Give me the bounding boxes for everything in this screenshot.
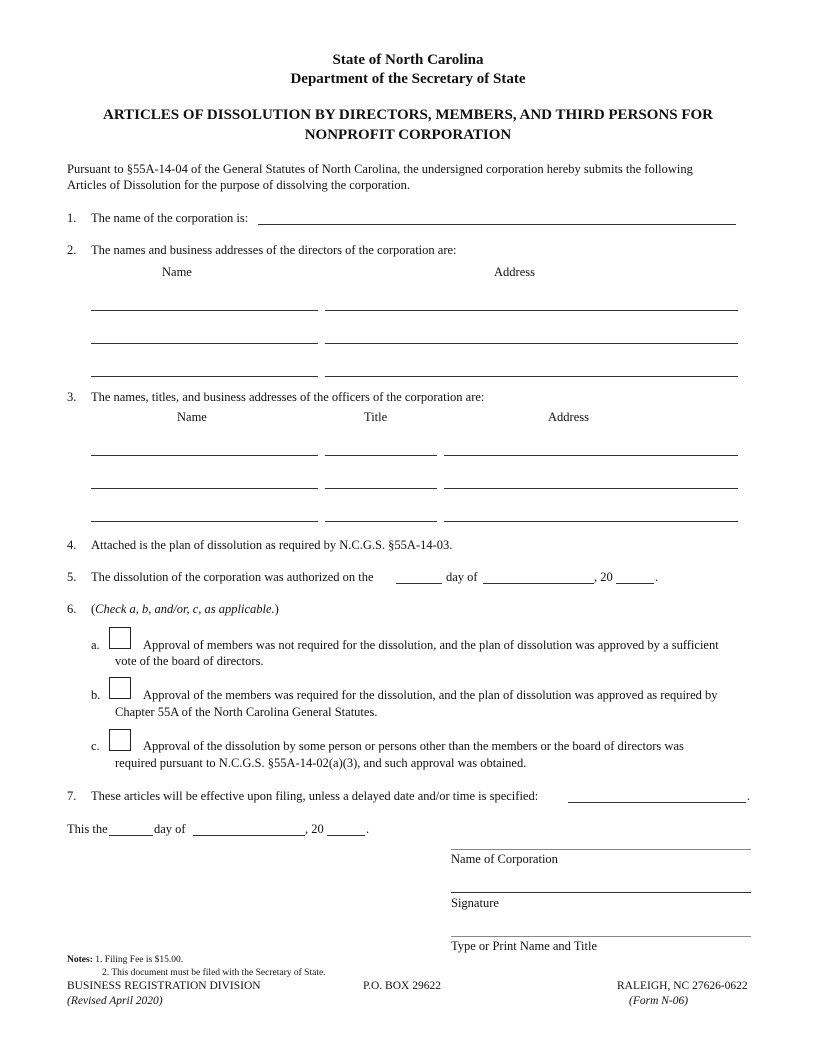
item5-day-of-label: day of [446,570,478,584]
director-address-field[interactable] [325,310,738,311]
this-the-year-prefix: , 20 [305,822,324,836]
notes: Notes: 1. Filing Fee is $15.00. [67,955,184,965]
authorized-year-field[interactable] [616,569,654,584]
intro-line2: Articles of Dissolution for the purpose of dissolving the corporation. [67,178,410,192]
officers-name-header: Name [177,410,207,424]
item5-period: . [655,570,659,584]
option-a-line1: Approval of members was not required for the dissolution, and the plan of dissolution was approved by a sufficient [143,638,719,652]
footer-form-number: (Form N-06) [629,995,689,1007]
this-the-label: This the [67,822,108,836]
item1-number: 1. [67,211,77,225]
item2-number: 2. [67,243,77,257]
authorized-month-field[interactable] [483,569,594,584]
officer-address-field[interactable] [444,455,738,456]
officer-name-field[interactable] [91,488,318,489]
signed-day-field[interactable] [109,821,153,836]
item7-period: . [747,789,751,803]
option-c-letter: c. [91,739,100,753]
item5-number: 5. [67,570,77,584]
option-b-letter: b. [91,688,101,702]
option-a-checkbox[interactable] [109,627,131,649]
option-c-checkbox[interactable] [109,729,131,751]
officers-address-header: Address [548,410,589,424]
this-the-day-of: day of [154,822,186,836]
item7-label: These articles will be effective upon filing, unless a delayed date and/or time is specified: [91,789,539,803]
effective-date-field[interactable] [568,788,746,803]
item4-label: Attached is the plan of dissolution as required by N.C.G.S. §55A-14-03. [91,538,453,552]
option-b-checkbox[interactable] [109,677,131,699]
signed-year-field[interactable] [327,821,365,836]
officer-name-field[interactable] [91,521,318,522]
type-or-print-label: Type or Print Name and Title [451,939,597,953]
intro-line1: Pursuant to §55A-14-04 of the General Statutes of North Carolina, the undersigned corporation hereby submits the following [67,162,693,176]
option-a-letter: a. [91,638,100,652]
director-name-field[interactable] [91,310,318,311]
item2-label: The names and business addresses of the directors of the corporation are: [91,243,457,257]
footer-division: BUSINESS REGISTRATION DIVISION [67,980,261,992]
notes-line2: 2. This document must be filed with the Secretary of State. [102,968,326,978]
officer-title-field[interactable] [325,488,437,489]
name-title-line[interactable] [451,936,751,937]
item5-year-prefix: , 20 [594,570,613,584]
item6-instruction: (Check a, b, and/or, c, as applicable.) [91,602,279,616]
directors-name-header: Name [162,265,192,279]
item5-label: The dissolution of the corporation was authorized on the [91,570,374,584]
officer-name-field[interactable] [91,455,318,456]
form-title-line2: NONPROFIT CORPORATION [304,127,512,143]
item4-number: 4. [67,538,77,552]
signed-month-field[interactable] [193,821,305,836]
state-heading: State of North Carolina [332,52,484,68]
officer-address-field[interactable] [444,521,738,522]
directors-address-header: Address [494,265,535,279]
option-c-line1: Approval of the dissolution by some person or persons other than the members or the board of directors was [143,739,684,753]
corporation-name-signature-line[interactable] [451,849,751,850]
item6-number: 6. [67,602,77,616]
officer-address-field[interactable] [444,488,738,489]
footer-city: RALEIGH, NC 27626-0622 [617,980,748,992]
footer-revised: (Revised April 2020) [67,995,163,1007]
item7-number: 7. [67,789,77,803]
authorized-day-field[interactable] [396,569,442,584]
department-heading: Department of the Secretary of State [290,71,526,87]
option-b-line2: Chapter 55A of the North Carolina General Statutes. [115,705,378,719]
director-name-field[interactable] [91,376,318,377]
director-address-field[interactable] [325,343,738,344]
option-a-line2: vote of the board of directors. [115,654,264,668]
name-of-corporation-label: Name of Corporation [451,852,558,866]
option-c-line2: required pursuant to N.C.G.S. §55A-14-02(a)(3), and such approval was obtained. [115,756,527,770]
signature-label: Signature [451,896,499,910]
officers-title-header: Title [364,410,388,424]
this-the-period: . [366,822,370,836]
option-b-line1: Approval of the members was required for the dissolution, and the plan of dissolution was approved as required by [143,688,718,702]
item3-number: 3. [67,390,77,404]
form-title-line1: ARTICLES OF DISSOLUTION BY DIRECTORS, MEMBERS, AND THIRD PERSONS FOR [102,107,713,123]
officer-title-field[interactable] [325,455,437,456]
item3-label: The names, titles, and business addresses of the officers of the corporation are: [91,390,485,404]
footer-po-box: P.O. BOX 29622 [363,980,441,992]
signature-line[interactable] [451,892,751,893]
officer-title-field[interactable] [325,521,437,522]
director-address-field[interactable] [325,376,738,377]
corporation-name-field[interactable] [258,210,736,225]
item1-label: The name of the corporation is: [91,211,249,225]
director-name-field[interactable] [91,343,318,344]
